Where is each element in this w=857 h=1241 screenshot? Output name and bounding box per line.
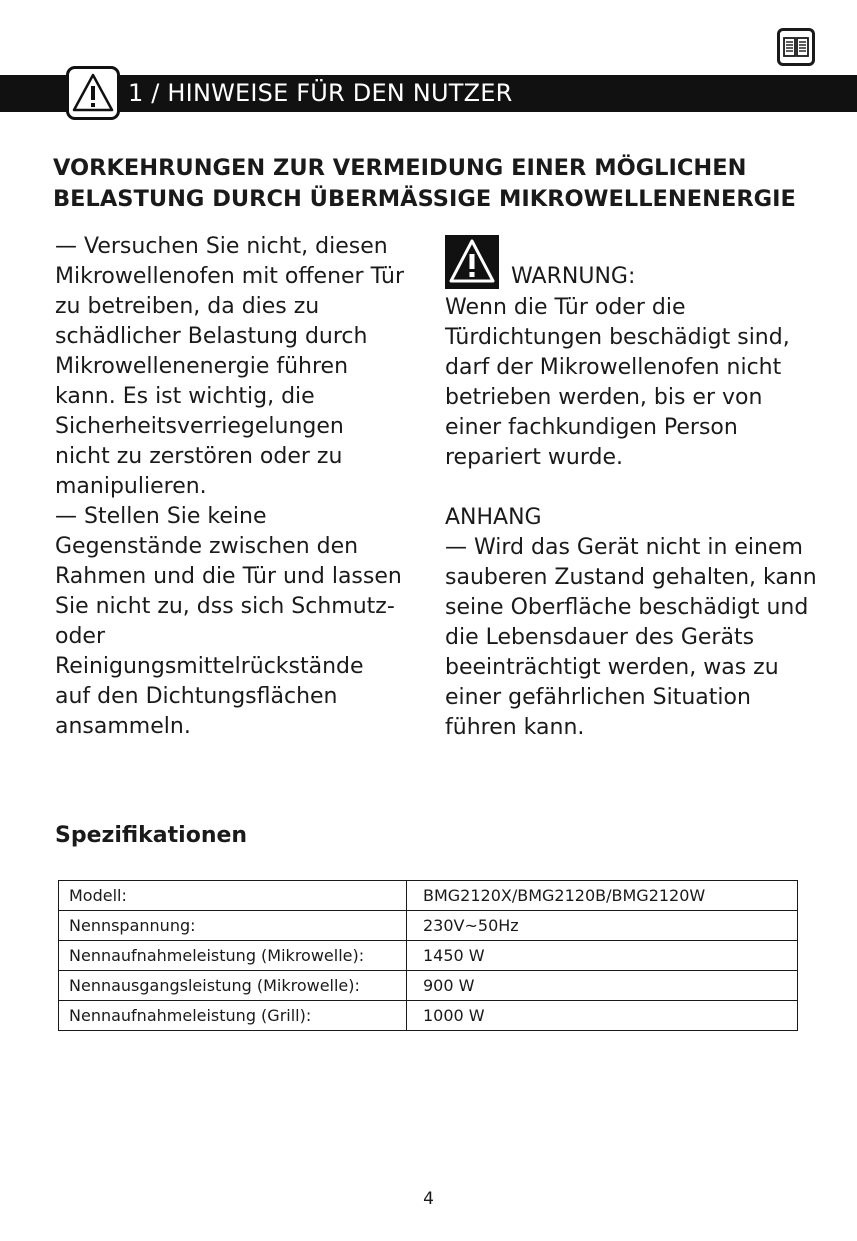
- seal-cleaning-paragraph: — Stellen Sie keine Gegenstände zwischen den Rahmen und die Tür und lassen Sie nicht zu, dss sich Schmutz- oder Reinigungsmittelrückstände auf den Dichtungsflächen ansammeln.: [55, 504, 402, 739]
- table-row: [59, 1001, 798, 1031]
- appendix-text: — Wird das Gerät nicht in einem sauberen Zustand gehalten, kann seine Oberfläche beschädigt und die Lebensdauer des Geräts beeinträchtigt werden, was zu einer gefährlichen Situation führen kann.: [445, 535, 817, 740]
- page-heading-line-2: BELASTUNG DURCH ÜBERMÄSSIGE MIKROWELLENENERGIE: [53, 186, 796, 212]
- section-title: 1 / HINWEISE FÜR DEN NUTZER: [128, 79, 513, 107]
- right-column: [445, 235, 820, 743]
- door-safety-paragraph: — Versuchen Sie nicht, diesen Mikrowellenofen mit offener Tür zu betreiben, da dies zu schädlicher Belastung durch Mikrowellenenergie führen kann. Es ist wichtig, die Sicherheitsverriegelungen nicht zu zerstören oder zu manipulieren.: [55, 234, 405, 499]
- spec-value: 900 W: [407, 971, 798, 1001]
- spec-value: BMG2120X/BMG2120B/BMG2120W: [407, 881, 798, 911]
- spec-key: Nennaufnahmeleistung (Mikrowelle):: [59, 941, 407, 971]
- page-heading-line-1: VORKEHRUNGEN ZUR VERMEIDUNG EINER MÖGLICHEN: [53, 155, 747, 181]
- spec-key: Nennaufnahmeleistung (Grill):: [59, 1001, 407, 1031]
- spec-value: 230V~50Hz: [407, 911, 798, 941]
- spec-value: 1450 W: [407, 941, 798, 971]
- spec-value: 1000 W: [407, 1001, 798, 1031]
- table-row: [59, 911, 798, 941]
- warning-icon: [445, 235, 499, 289]
- spec-key: Modell:: [59, 881, 407, 911]
- specifications-table: [58, 880, 798, 1031]
- spec-key: Nennspannung:: [59, 911, 407, 941]
- warning-text: Wenn die Tür oder die Türdichtungen beschädigt sind, darf der Mikrowellenofen nicht betrieben werden, bis er von einer fachkundigen Person repariert wurde.: [445, 295, 790, 470]
- warning-row: [445, 235, 820, 293]
- table-row: [59, 971, 798, 1001]
- page-heading: [53, 153, 843, 215]
- table-row: [59, 881, 798, 911]
- paragraph-spacer: [445, 473, 820, 503]
- table-row: [59, 941, 798, 971]
- page-number: 4: [423, 1189, 434, 1209]
- left-column: [55, 232, 405, 742]
- spec-key: Nennausgangsleistung (Mikrowelle):: [59, 971, 407, 1001]
- warning-icon: [66, 66, 120, 120]
- appendix-title: ANHANG: [445, 505, 542, 530]
- specifications-heading: Spezifikationen: [55, 823, 248, 848]
- warning-label: WARNUNG:: [511, 264, 636, 289]
- manual-book-icon: [777, 28, 815, 66]
